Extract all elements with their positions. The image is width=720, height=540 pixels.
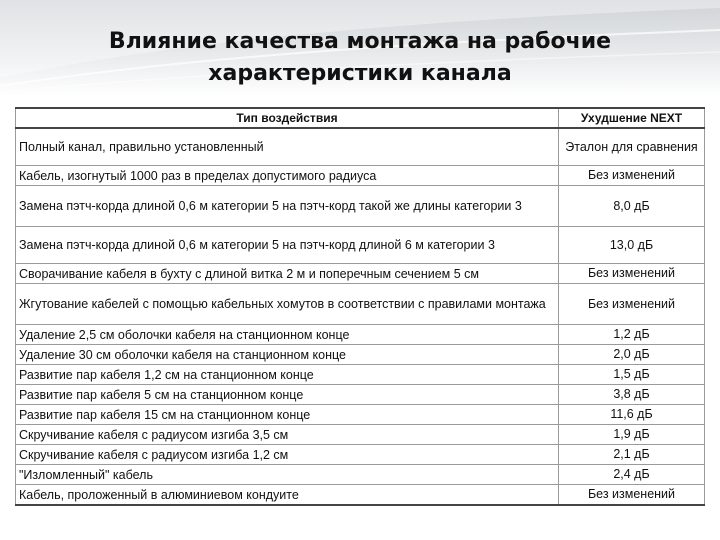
impact-cell: Развитие пар кабеля 15 см на станционном конце — [16, 405, 559, 425]
value-cell: Без изменений — [559, 284, 705, 325]
table-row — [16, 465, 705, 485]
table-row — [16, 264, 705, 284]
value-cell: Без изменений — [559, 264, 705, 284]
table-row — [16, 284, 705, 325]
value-cell: 8,0 дБ — [559, 186, 705, 227]
impact-cell: Развитие пар кабеля 1,2 см на станционном конце — [16, 365, 559, 385]
impact-cell: Замена пэтч-корда длиной 0,6 м категории 5 на пэтч-корд такой же длины категории 3 — [16, 186, 559, 227]
value-cell: 2,4 дБ — [559, 465, 705, 485]
table-header-row — [16, 108, 705, 128]
table-row — [16, 345, 705, 365]
value-cell: 1,5 дБ — [559, 365, 705, 385]
slide-title-line-2: характеристики канала — [208, 61, 512, 86]
value-cell: 1,9 дБ — [559, 425, 705, 445]
value-cell: 13,0 дБ — [559, 227, 705, 264]
impact-cell: Развитие пар кабеля 5 см на станционном конце — [16, 385, 559, 405]
table-row — [16, 166, 705, 186]
value-cell: 2,0 дБ — [559, 345, 705, 365]
value-cell: 3,8 дБ — [559, 385, 705, 405]
slide-title-line-1: Влияние качества монтажа на рабочие — [108, 29, 612, 54]
impact-cell: Скручивание кабеля с радиусом изгиба 3,5 см — [16, 425, 559, 445]
table-row — [16, 227, 705, 264]
table-row — [16, 485, 705, 506]
slide-title — [80, 26, 640, 90]
header-next-degradation: Ухудшение NEXT — [559, 108, 705, 128]
value-cell: 1,2 дБ — [559, 325, 705, 345]
impact-cell: Удаление 30 см оболочки кабеля на станционном конце — [16, 345, 559, 365]
installation-impact-table — [15, 107, 705, 506]
value-cell: Эталон для сравнения — [559, 128, 705, 166]
impact-cell: Жгутование кабелей с помощью кабельных хомутов в соответствии с правилами монтажа — [16, 284, 559, 325]
value-cell: Без изменений — [559, 166, 705, 186]
impact-cell: Скручивание кабеля с радиусом изгиба 1,2 см — [16, 445, 559, 465]
impact-cell: Кабель, изогнутый 1000 раз в пределах допустимого радиуса — [16, 166, 559, 186]
value-cell: Без изменений — [559, 485, 705, 506]
table-row — [16, 425, 705, 445]
data-table-container — [15, 107, 704, 506]
table-row — [16, 385, 705, 405]
impact-cell: "Изломленный" кабель — [16, 465, 559, 485]
impact-cell: Удаление 2,5 см оболочки кабеля на станционном конце — [16, 325, 559, 345]
value-cell: 11,6 дБ — [559, 405, 705, 425]
table-row — [16, 405, 705, 425]
impact-cell: Кабель, проложенный в алюминиевом кондуите — [16, 485, 559, 506]
impact-cell: Полный канал, правильно установленный — [16, 128, 559, 166]
table-row — [16, 325, 705, 345]
table-row — [16, 365, 705, 385]
table-row — [16, 128, 705, 166]
impact-cell: Сворачивание кабеля в бухту с длиной витка 2 м и поперечным сечением 5 см — [16, 264, 559, 284]
header-impact-type: Тип воздействия — [16, 108, 559, 128]
impact-cell: Замена пэтч-корда длиной 0,6 м категории 5 на пэтч-корд длиной 6 м категории 3 — [16, 227, 559, 264]
table-row — [16, 186, 705, 227]
table-row — [16, 445, 705, 465]
value-cell: 2,1 дБ — [559, 445, 705, 465]
